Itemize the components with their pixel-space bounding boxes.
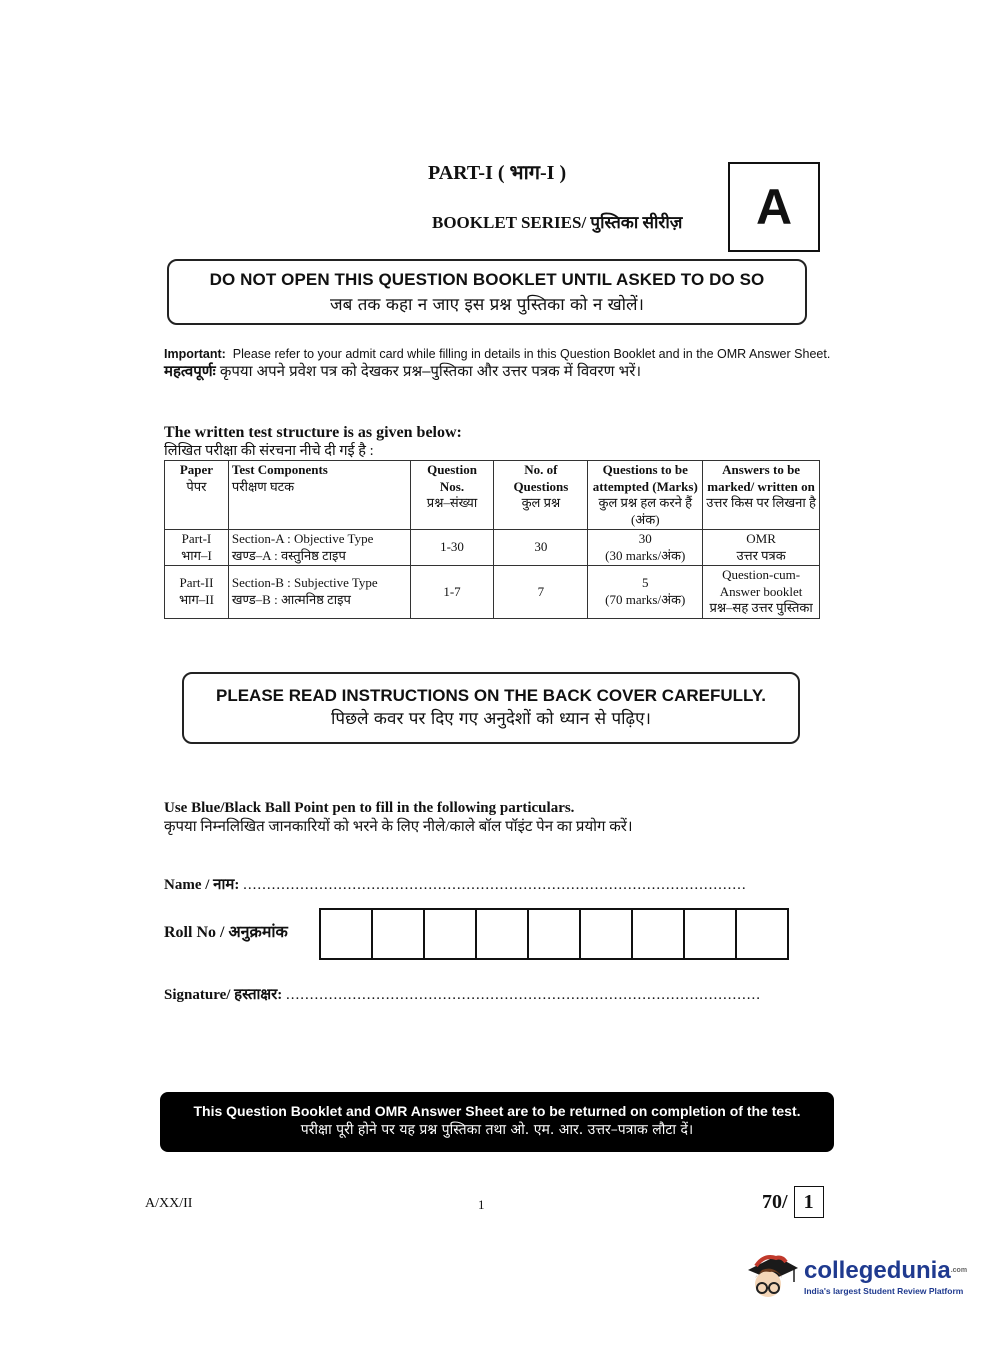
column-header-hi: प्रश्न–संख्या bbox=[426, 495, 478, 510]
roll-number-label: Roll No / अनुक्रमांक bbox=[164, 924, 288, 941]
table-cell-question-nos: 1-7 bbox=[410, 566, 494, 619]
column-header-hi: उत्तर किस पर लिखना है bbox=[706, 495, 816, 510]
roll-digit-box[interactable] bbox=[477, 910, 529, 958]
collegedunia-watermark bbox=[742, 1248, 967, 1306]
cell-text: 30 bbox=[638, 531, 652, 546]
table-cell-question-nos: 1-30 bbox=[410, 530, 494, 566]
roll-digit-box[interactable] bbox=[529, 910, 581, 958]
series-letter: A bbox=[755, 179, 793, 235]
column-header-en: Question Nos. bbox=[427, 462, 477, 494]
part-title: PART-I ( भाग-I ) bbox=[428, 162, 567, 184]
column-header-en: Test Components bbox=[231, 462, 328, 477]
table-row bbox=[165, 566, 820, 619]
column-header-en: Questions to be attempted (Marks) bbox=[592, 462, 698, 494]
structure-heading-hi: लिखित परीक्षा की संरचना नीचे दी गई है : bbox=[164, 443, 374, 459]
cell-text: (30 marks/अंक) bbox=[605, 547, 686, 563]
test-structure-table bbox=[164, 460, 820, 619]
important-label-en: Important: bbox=[164, 347, 226, 361]
column-header bbox=[588, 461, 703, 530]
table-cell-num-questions: 7 bbox=[494, 566, 588, 619]
roll-digit-box[interactable] bbox=[581, 910, 633, 958]
cell-text: भाग–II bbox=[178, 591, 214, 607]
pen-instruction bbox=[164, 799, 633, 837]
table-cell-attempt bbox=[588, 566, 703, 619]
cell-text: 5 bbox=[642, 575, 649, 591]
table-header-row bbox=[165, 461, 820, 530]
roll-digit-box[interactable] bbox=[321, 910, 373, 958]
column-header-hi: पेपर bbox=[186, 478, 207, 494]
read-instructions-notice bbox=[182, 672, 800, 744]
important-label-hi: महत्वपूर्णः bbox=[164, 363, 216, 380]
column-header-en: No. of Questions bbox=[513, 462, 569, 494]
column-header bbox=[228, 461, 410, 530]
column-header bbox=[703, 461, 820, 530]
column-header bbox=[410, 461, 494, 530]
read-instructions-en: PLEASE READ INSTRUCTIONS ON THE BACK COVER CAREFULLY. bbox=[215, 686, 767, 705]
table-cell-component bbox=[228, 566, 410, 619]
cell-text: Question-cum-Answer booklet bbox=[719, 567, 803, 599]
roll-digit-box[interactable] bbox=[425, 910, 477, 958]
paper-code bbox=[762, 1186, 824, 1218]
warning-text-hi: जब तक कहा न जाए इस प्रश्न पुस्तिका को न खोलें। bbox=[330, 295, 644, 315]
column-header-hi: कुल प्रश्न हल करने हैं (अंक) bbox=[598, 495, 693, 527]
important-note bbox=[164, 345, 864, 381]
page-number: 1 bbox=[478, 1197, 485, 1212]
brand-tagline: India's largest Student Review Platform bbox=[804, 1286, 964, 1296]
table-cell-answer bbox=[703, 530, 820, 566]
series-letter-box bbox=[728, 162, 820, 252]
table-cell-component bbox=[228, 530, 410, 566]
cell-text: उत्तर पत्रक bbox=[736, 547, 786, 563]
table-cell-paper bbox=[165, 530, 229, 566]
warning-text-en: DO NOT OPEN THIS QUESTION BOOKLET UNTIL ASKED TO DO SO bbox=[209, 270, 765, 289]
structure-heading-en: The written test structure is as given below: bbox=[164, 424, 462, 441]
read-instructions-hi: पिछले कवर पर दिए गए अनुदेशों को ध्यान से पढ़िए। bbox=[331, 709, 651, 729]
column-header bbox=[494, 461, 588, 530]
column-header bbox=[165, 461, 229, 530]
pen-instruction-hi: कृपया निम्नलिखित जानकारियों को भरने के लिए नीले/काले बॉल पॉइंट पेन का प्रयोग करें। bbox=[164, 819, 633, 835]
cell-text: भाग–I bbox=[181, 547, 212, 563]
brand-dotcom: .com bbox=[950, 1267, 968, 1274]
table-cell-attempt bbox=[588, 530, 703, 566]
table-cell-paper bbox=[165, 566, 229, 619]
roll-digit-box[interactable] bbox=[737, 910, 787, 958]
signature-field[interactable]: Signature/ हस्ताक्षर: .................................................................................................... bbox=[164, 987, 762, 1003]
booklet-series-label: BOOKLET SERIES/ पुस्तिका सीरीज़ bbox=[432, 213, 683, 232]
cell-text: खण्ड–A : वस्तुनिष्ठ टाइप bbox=[231, 547, 346, 563]
return-notice-hi: परीक्षा पूरी होने पर यह प्रश्न पुस्तिका तथा ओ. एम. आर. उत्तर–पत्राक लौटा दें। bbox=[300, 1122, 694, 1138]
name-label: Name / नाम: bbox=[164, 877, 240, 893]
cell-text: Section-A : Objective Type bbox=[231, 531, 374, 546]
brand-name: collegedunia bbox=[804, 1257, 951, 1284]
roll-digit-box[interactable] bbox=[685, 910, 737, 958]
column-header-hi: परीक्षण घटक bbox=[231, 478, 295, 494]
mascot-icon bbox=[742, 1248, 800, 1306]
table-cell-answer bbox=[703, 566, 820, 619]
roll-number-boxes bbox=[319, 908, 789, 960]
table-row bbox=[165, 530, 820, 566]
cell-text: (70 marks/अंक) bbox=[605, 591, 686, 607]
name-field[interactable]: Name / नाम: .......................................................................................................... bbox=[164, 877, 747, 893]
cell-text: प्रश्न–सह उत्तर पुस्तिका bbox=[709, 600, 813, 615]
cell-text: खण्ड–B : आत्मनिष्ठ टाइप bbox=[231, 591, 351, 607]
cell-text: OMR bbox=[746, 531, 776, 546]
roll-digit-box[interactable] bbox=[373, 910, 425, 958]
do-not-open-warning bbox=[167, 259, 807, 325]
column-header-hi: कुल प्रश्न bbox=[521, 495, 561, 510]
return-booklet-notice bbox=[160, 1092, 834, 1152]
cell-text: Part-I bbox=[181, 531, 212, 546]
signature-label: Signature/ हस्ताक्षर: bbox=[164, 987, 283, 1003]
table-cell-num-questions: 30 bbox=[494, 530, 588, 566]
paper-code-text: 70/ bbox=[762, 1190, 788, 1213]
paper-code-box: 1 bbox=[794, 1186, 824, 1218]
booklet-code: A/XX/II bbox=[145, 1196, 193, 1211]
cell-text: Part-II bbox=[179, 575, 214, 591]
column-header-en: Answers to be marked/ written on bbox=[707, 462, 815, 494]
pen-instruction-en: Use Blue/Black Ball Point pen to fill in the following particulars. bbox=[164, 800, 575, 816]
important-text-en: Please refer to your admit card while filling in details in this Question Booklet and in the OMR Answer Sheet. bbox=[232, 347, 831, 361]
roll-digit-box[interactable] bbox=[633, 910, 685, 958]
column-header-en: Paper bbox=[179, 462, 214, 477]
structure-heading bbox=[164, 423, 462, 461]
cell-text: Section-B : Subjective Type bbox=[231, 575, 378, 591]
return-notice-en: This Question Booklet and OMR Answer Sheet are to be returned on completion of the test. bbox=[193, 1103, 801, 1119]
important-text-hi: कृपया अपने प्रवेश पत्र को देखकर प्रश्न–पुस्तिका और उत्तर पत्रक में विवरण भरें। bbox=[219, 363, 642, 380]
